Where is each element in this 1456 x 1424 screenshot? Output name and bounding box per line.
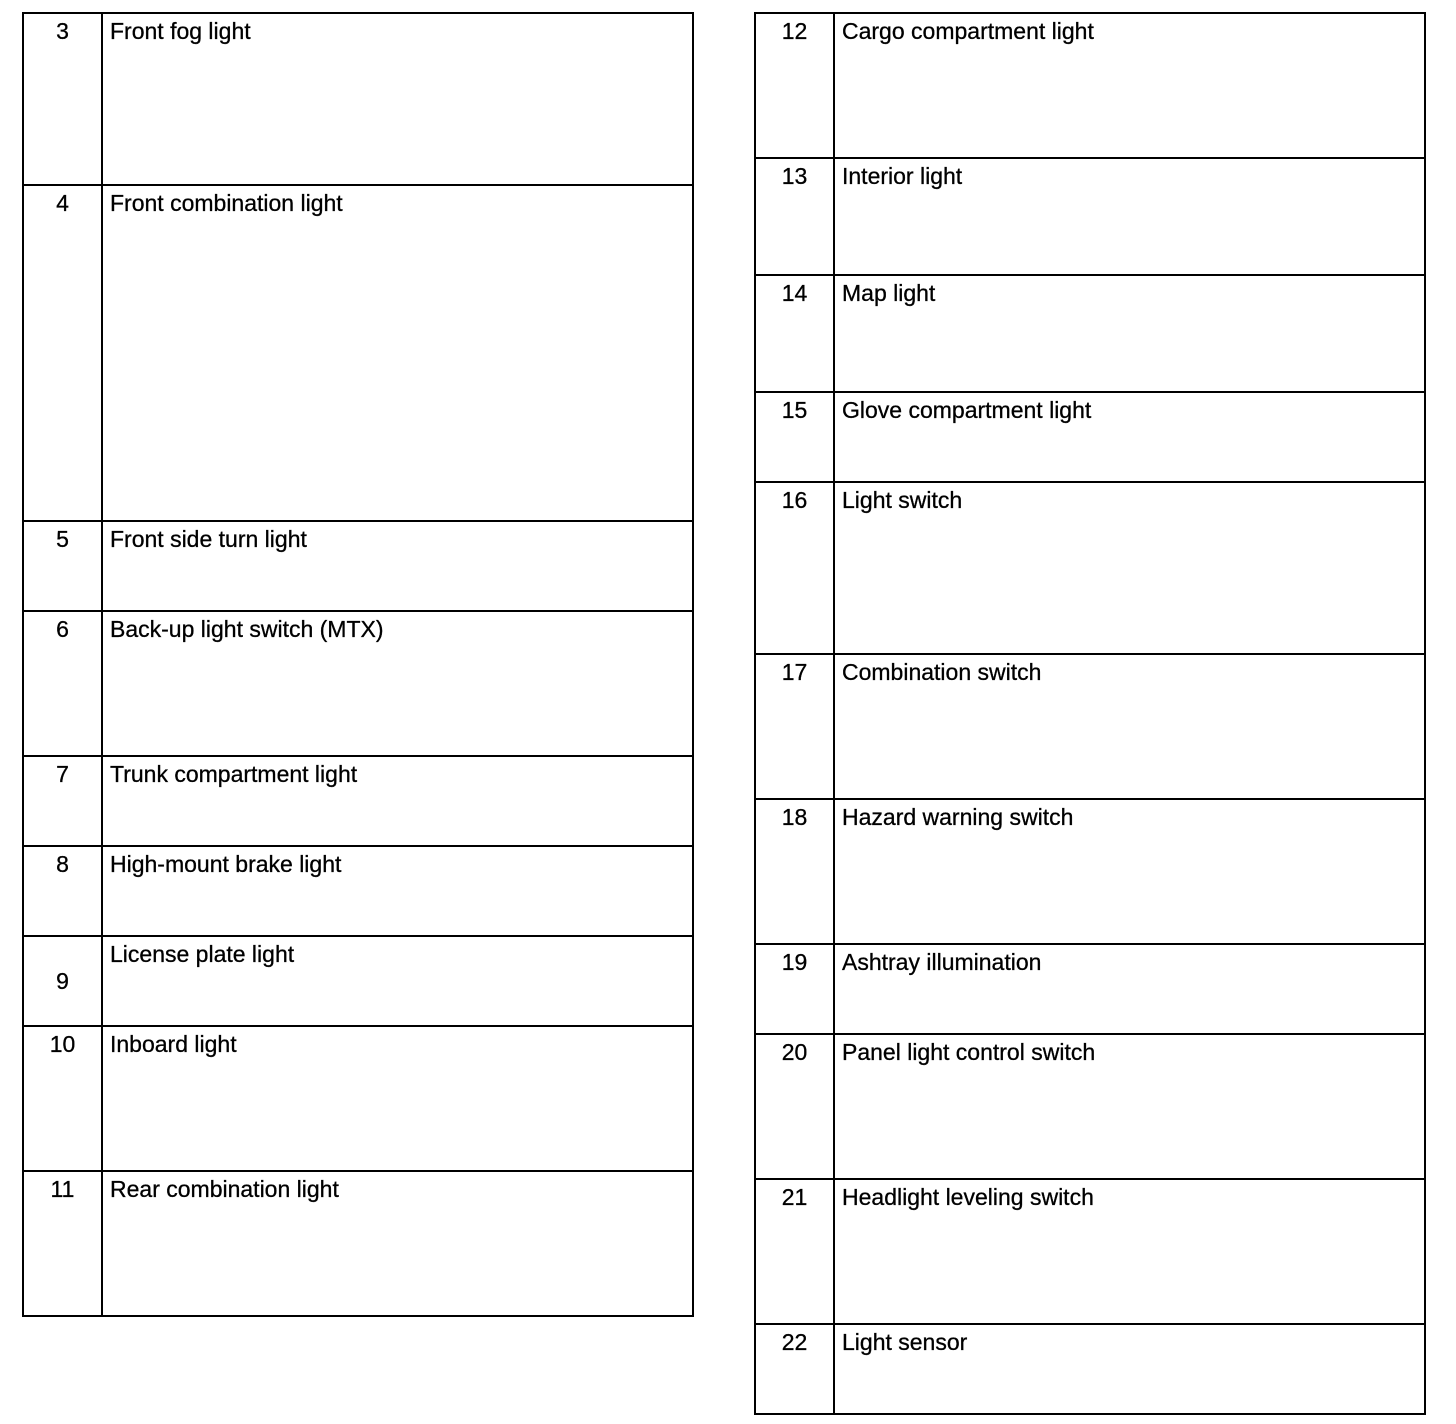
item-number: 16 bbox=[755, 482, 834, 654]
item-label: Light sensor bbox=[834, 1324, 1425, 1414]
item-label: Combination switch bbox=[834, 654, 1425, 799]
legend-table-left bbox=[22, 12, 694, 1317]
item-number: 18 bbox=[755, 799, 834, 944]
table-row bbox=[23, 185, 693, 521]
item-label: Inboard light bbox=[102, 1026, 693, 1171]
table-row bbox=[755, 275, 1425, 392]
table-row bbox=[23, 846, 693, 936]
table-row bbox=[755, 944, 1425, 1034]
item-number: 22 bbox=[755, 1324, 834, 1414]
item-number: 9 bbox=[23, 936, 102, 1026]
table-row bbox=[755, 654, 1425, 799]
table-row bbox=[755, 392, 1425, 482]
item-number: 5 bbox=[23, 521, 102, 611]
item-label: Light switch bbox=[834, 482, 1425, 654]
item-label: Back-up light switch (MTX) bbox=[102, 611, 693, 756]
table-row bbox=[23, 13, 693, 185]
item-number: 17 bbox=[755, 654, 834, 799]
item-label: Map light bbox=[834, 275, 1425, 392]
item-number: 14 bbox=[755, 275, 834, 392]
item-label: Panel light control switch bbox=[834, 1034, 1425, 1179]
item-number: 13 bbox=[755, 158, 834, 275]
item-number: 12 bbox=[755, 13, 834, 158]
item-number: 19 bbox=[755, 944, 834, 1034]
item-number: 6 bbox=[23, 611, 102, 756]
item-label: Ashtray illumination bbox=[834, 944, 1425, 1034]
item-number: 4 bbox=[23, 185, 102, 521]
item-number: 15 bbox=[755, 392, 834, 482]
table-row bbox=[23, 756, 693, 846]
table-row bbox=[755, 799, 1425, 944]
table-row bbox=[755, 1179, 1425, 1324]
table-row bbox=[755, 482, 1425, 654]
table-row bbox=[755, 13, 1425, 158]
item-label: Trunk compartment light bbox=[102, 756, 693, 846]
table-row bbox=[755, 158, 1425, 275]
item-label: Front fog light bbox=[102, 13, 693, 185]
legend-table-right bbox=[754, 12, 1426, 1415]
item-label: Front side turn light bbox=[102, 521, 693, 611]
item-number: 8 bbox=[23, 846, 102, 936]
item-number: 10 bbox=[23, 1026, 102, 1171]
item-number: 7 bbox=[23, 756, 102, 846]
item-label: License plate light bbox=[102, 936, 693, 1026]
table-row bbox=[23, 1026, 693, 1171]
table-row bbox=[23, 1171, 693, 1316]
table-row bbox=[23, 936, 693, 1026]
table-row bbox=[23, 611, 693, 756]
item-label: Rear combination light bbox=[102, 1171, 693, 1316]
item-number: 3 bbox=[23, 13, 102, 185]
item-number: 11 bbox=[23, 1171, 102, 1316]
item-label: Front combination light bbox=[102, 185, 693, 521]
item-label: High-mount brake light bbox=[102, 846, 693, 936]
item-number: 21 bbox=[755, 1179, 834, 1324]
table-row bbox=[755, 1034, 1425, 1179]
table-row bbox=[23, 521, 693, 611]
item-label: Hazard warning switch bbox=[834, 799, 1425, 944]
item-number: 20 bbox=[755, 1034, 834, 1179]
item-label: Interior light bbox=[834, 158, 1425, 275]
item-label: Headlight leveling switch bbox=[834, 1179, 1425, 1324]
table-row bbox=[755, 1324, 1425, 1414]
item-label: Glove compartment light bbox=[834, 392, 1425, 482]
item-label: Cargo compartment light bbox=[834, 13, 1425, 158]
